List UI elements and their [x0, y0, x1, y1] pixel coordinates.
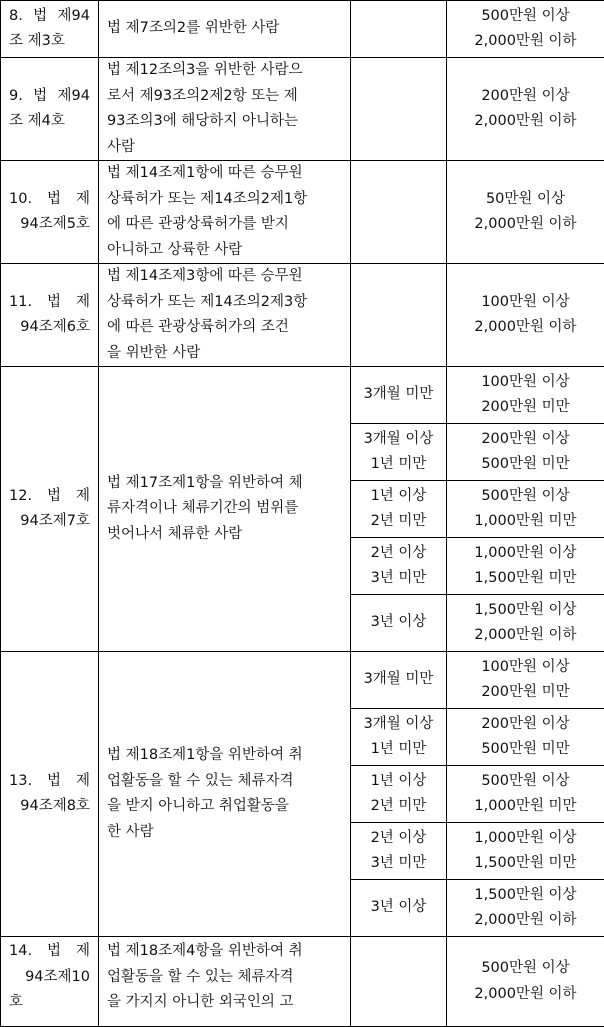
- violation-period-cell: 3개월 이상 1년 미만: [351, 709, 447, 766]
- fine-amount-cell: 100만원 이상 200만원 미만: [447, 652, 604, 709]
- table-row: [1, 937, 604, 1027]
- violation-period-cell: 3개월 미만: [351, 367, 447, 424]
- violation-description-cell: 법 제18조제1항을 위반하여 취 업활동을 할 수 있는 체류자격 을 받지 아니하고 취업활동을 한 사람: [99, 652, 351, 937]
- table-row: [1, 367, 604, 424]
- violation-period-cell: 3년 이상: [351, 595, 447, 652]
- violation-period-cell: [351, 58, 447, 161]
- table-row: [1, 161, 604, 264]
- violation-period-cell: 1년 이상 2년 미만: [351, 481, 447, 538]
- fine-amount-cell: 200만원 이상 500만원 미만: [447, 709, 604, 766]
- fine-amount-cell: 500만원 이상 1,000만원 미만: [447, 481, 604, 538]
- table-row: [1, 264, 604, 367]
- violation-description-cell: 법 제18조제4항을 위반하여 취 업활동을 할 수 있는 체류자격 을 가지지 아니한 외국인의 고: [99, 937, 351, 1027]
- fine-amount-cell: 1,000만원 이상 1,500만원 미만: [447, 823, 604, 880]
- violation-period-cell: [351, 264, 447, 367]
- fine-amount-cell: 200만원 이상 500만원 미만: [447, 424, 604, 481]
- violation-period-cell: 1년 이상 2년 미만: [351, 766, 447, 823]
- fine-amount-cell: 1,500만원 이상 2,000만원 이하: [447, 880, 604, 937]
- violation-description-cell: 법 제7조의2를 위반한 사람: [99, 1, 351, 58]
- violation-period-cell: [351, 937, 447, 1027]
- violation-description-cell: 법 제14조제1항에 따른 승무원 상륙허가 또는 제14조의2제1항 에 따른 관광상륙허가를 받지 아니하고 상륙한 사람: [99, 161, 351, 264]
- violation-period-cell: 3개월 이상 1년 미만: [351, 424, 447, 481]
- fine-amount-cell: 500만원 이상 2,000만원 이하: [447, 1, 604, 58]
- table-row: [1, 58, 604, 161]
- violation-period-cell: [351, 161, 447, 264]
- violation-period-cell: 2년 이상 3년 미만: [351, 823, 447, 880]
- violation-period-cell: [351, 1, 447, 58]
- violation-description-cell: 법 제14조제3항에 따른 승무원 상륙허가 또는 제14조의2제3항 에 따른 관광상륙허가의 조건 을 위반한 사람: [99, 264, 351, 367]
- provision-number-cell: 8. 법 제94 조 제3호: [1, 1, 99, 58]
- fine-amount-cell: 1,500만원 이상 2,000만원 이하: [447, 595, 604, 652]
- provision-number-cell: 11. 법 제 94조제6호: [1, 264, 99, 367]
- fine-amount-cell: 100만원 이상 200만원 미만: [447, 367, 604, 424]
- fine-amount-cell: 200만원 이상 2,000만원 이하: [447, 58, 604, 161]
- provision-number-cell: 9. 법 제94 조 제4호: [1, 58, 99, 161]
- provision-number-cell: 12. 법 제 94조제7호: [1, 367, 99, 652]
- violation-description-cell: 법 제17조제1항을 위반하여 체 류자격이나 체류기간의 범위를 벗어나서 체류한 사람: [99, 367, 351, 652]
- fine-amount-cell: 50만원 이상 2,000만원 이하: [447, 161, 604, 264]
- violation-period-cell: 2년 이상 3년 미만: [351, 538, 447, 595]
- violation-description-cell: 법 제12조의3을 위반한 사람으 로서 제93조의2제2항 또는 제 93조의3에 해당하지 아니하는 사람: [99, 58, 351, 161]
- provision-number-cell: 13. 법 제 94조제8호: [1, 652, 99, 937]
- violation-period-cell: 3년 이상: [351, 880, 447, 937]
- provision-number-cell: 10. 법 제 94조제5호: [1, 161, 99, 264]
- fine-amount-cell: 500만원 이상 1,000만원 미만: [447, 766, 604, 823]
- table-row: [1, 652, 604, 709]
- fine-amount-cell: 100만원 이상 2,000만원 이하: [447, 264, 604, 367]
- table-row: [1, 1, 604, 58]
- fine-amount-cell: 1,000만원 이상 1,500만원 미만: [447, 538, 604, 595]
- violation-period-cell: 3개월 미만: [351, 652, 447, 709]
- provision-number-cell: 14. 법 제 94조제10 호: [1, 937, 99, 1027]
- fine-amount-cell: 500만원 이상 2,000만원 이하: [447, 937, 604, 1027]
